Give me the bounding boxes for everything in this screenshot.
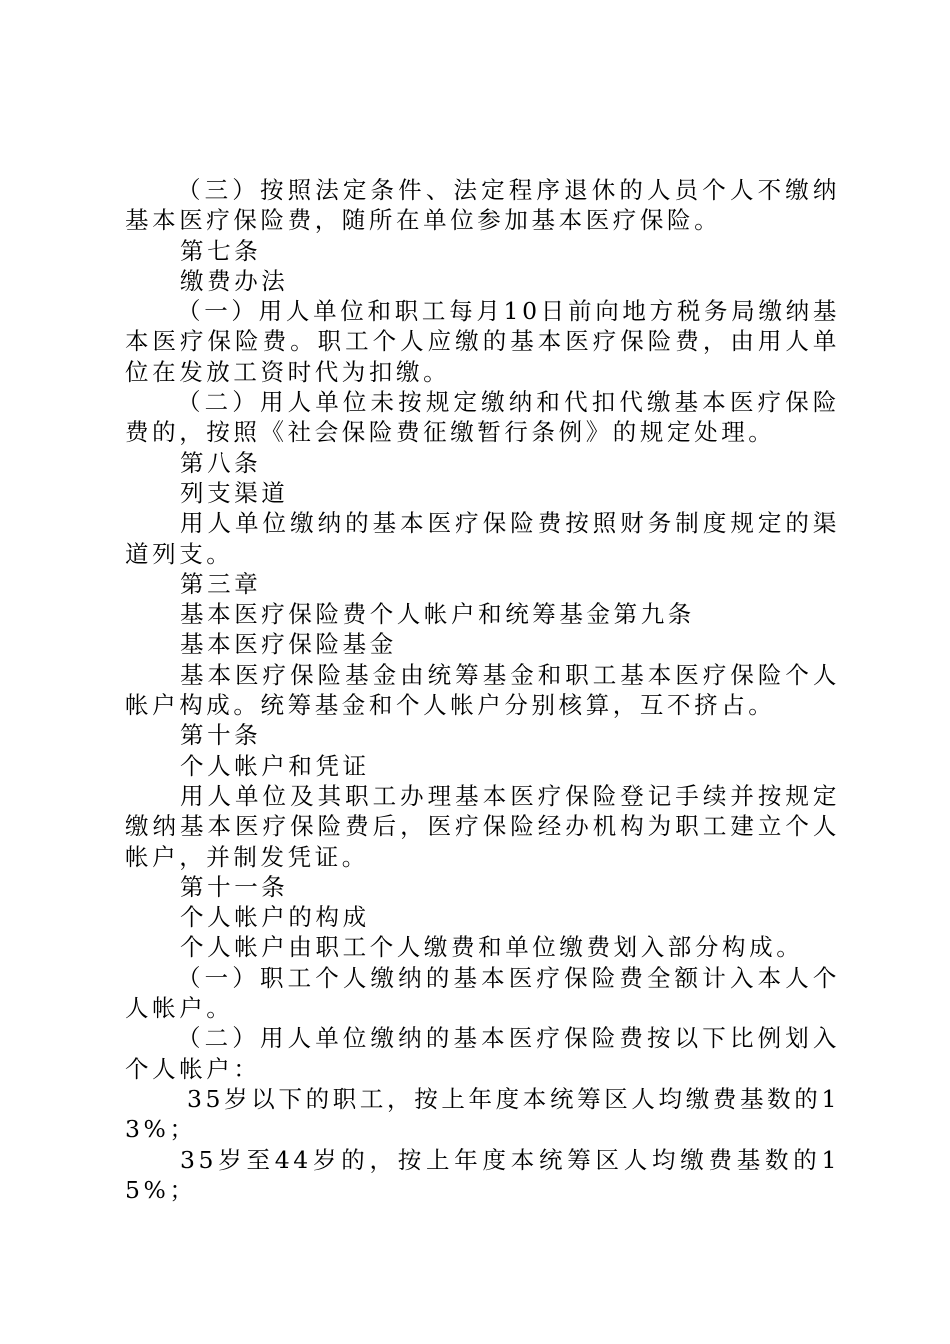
paragraph: （二）用人单位未按规定缴纳和代扣代缴基本医疗保险费的，按照《社会保险费征缴暂行条例》的规定处理。: [125, 388, 840, 447]
paragraph: 用人单位及其职工办理基本医疗保险登记手续并按规定缴纳基本医疗保险费后，医疗保险经办机构为职工建立个人帐户，并制发凭证。: [125, 781, 840, 871]
paragraph: 用人单位缴纳的基本医疗保险费按照财务制度规定的渠道列支。: [125, 509, 840, 568]
document-page: [125, 175, 840, 1205]
article-heading: 第十条: [180, 721, 262, 750]
paragraph: （一）职工个人缴纳的基本医疗保险费全额计入本人个人帐户。: [125, 963, 840, 1023]
article-heading: 第八条: [180, 448, 262, 477]
article-heading: 第十一条: [180, 872, 289, 901]
paragraph: （二）用人单位缴纳的基本医疗保险费按以下比例划入个人帐户：: [125, 1024, 840, 1083]
article-title: 列支渠道: [180, 478, 289, 507]
paragraph: （一）用人单位和职工每月10日前向地方税务局缴纳基本医疗保险费。职工个人应缴的基本医疗保险费，由用人单位在发放工资时代为扣缴。: [125, 297, 840, 386]
article-heading: 第七条: [180, 236, 262, 265]
chapter-heading: 第三章: [180, 569, 262, 598]
paragraph: 个人帐户由职工个人缴费和单位缴费划入部分构成。: [180, 933, 804, 962]
article-title: 缴费办法: [180, 266, 289, 295]
paragraph: 基本医疗保险基金由统筹基金和职工基本医疗保险个人帐户构成。统筹基金和个人帐户分别核算，互不挤占。: [125, 660, 840, 720]
paragraph: （三）按照法定条件、法定程序退休的人员个人不缴纳基本医疗保险费，随所在单位参加基本医疗保险。: [125, 176, 840, 235]
article-title: 个人帐户和凭证: [180, 751, 370, 780]
article-title: 个人帐户的构成: [180, 903, 370, 932]
paragraph: 35岁至44岁的，按上年度本统筹区人均缴费基数的15%；: [125, 1145, 840, 1204]
chapter-title: 基本医疗保险费个人帐户和统筹基金第九条: [180, 600, 695, 629]
paragraph: 35岁以下的职工，按上年度本统筹区人均缴费基数的13%；: [125, 1084, 840, 1144]
article-title: 基本医疗保险基金: [180, 630, 397, 659]
